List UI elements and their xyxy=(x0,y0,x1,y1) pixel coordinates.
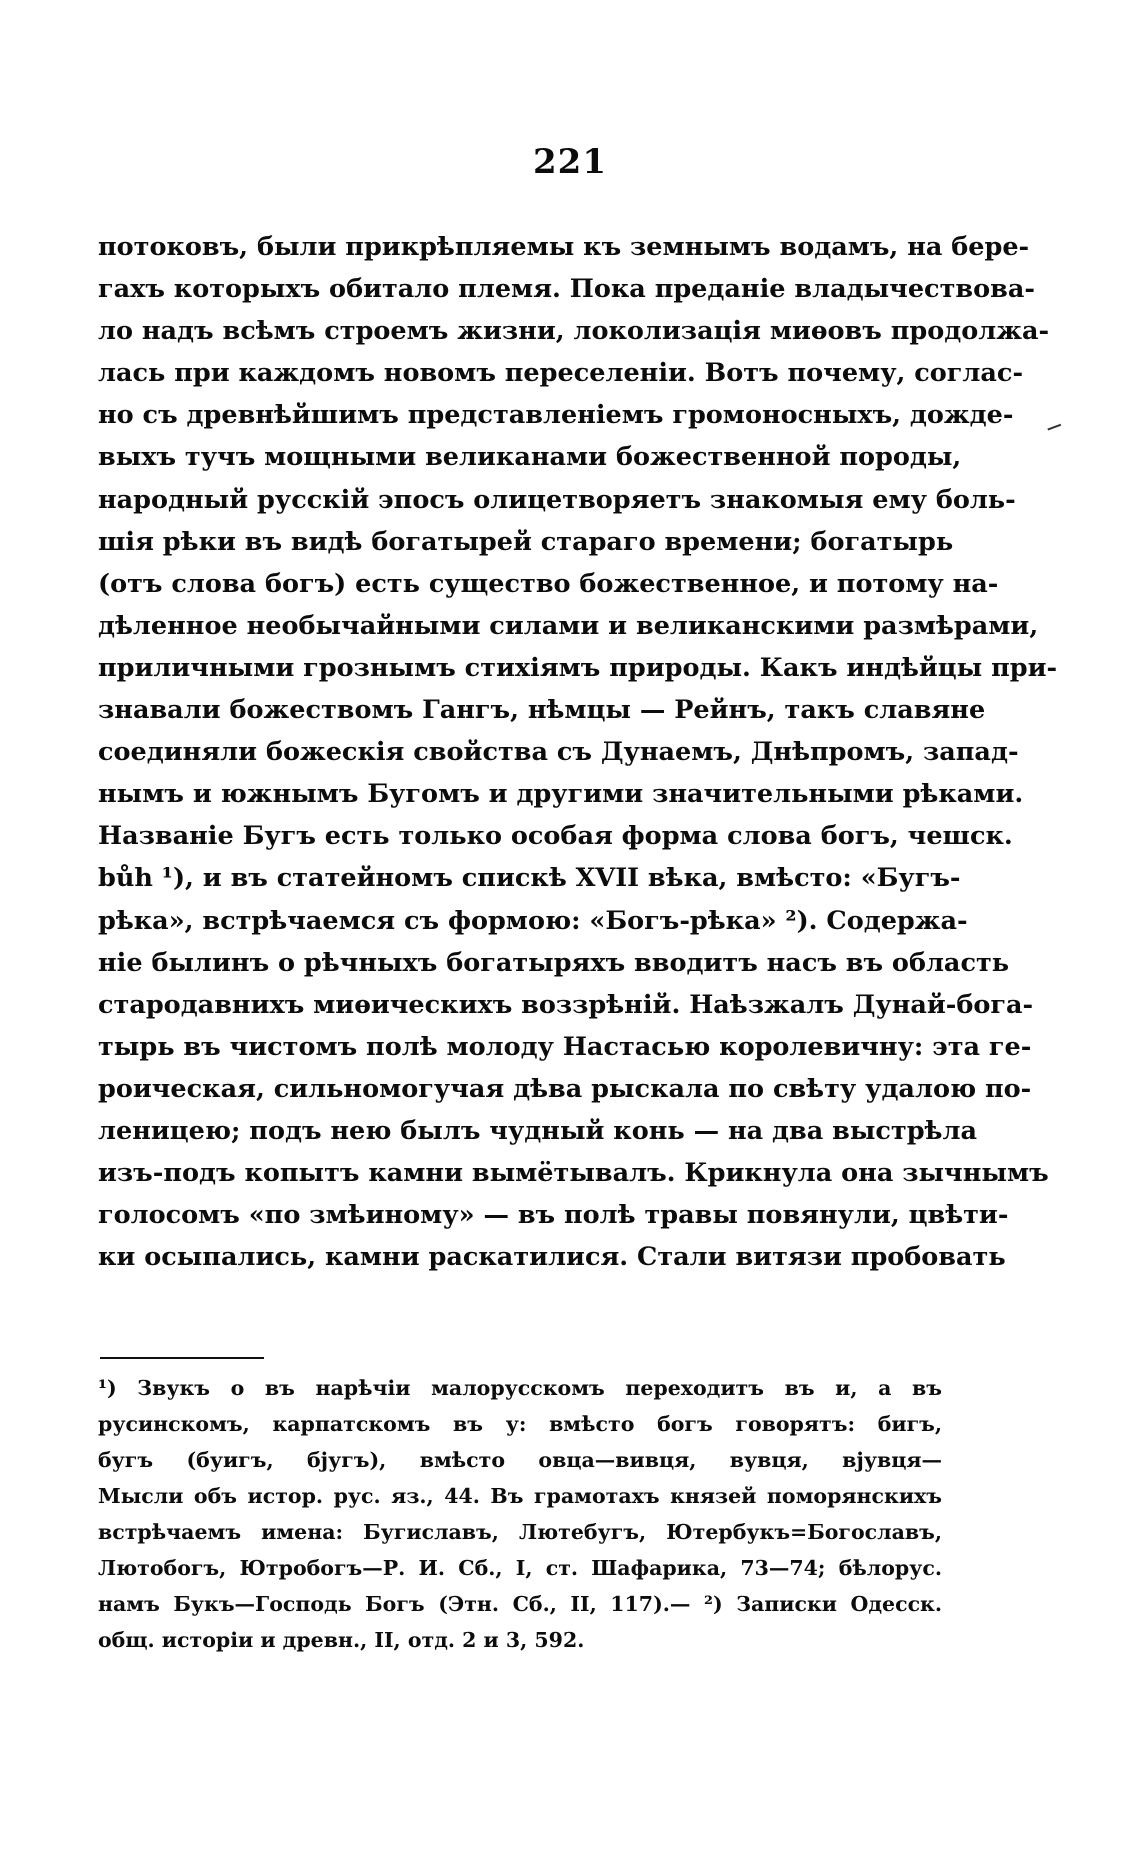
footnote-line: встрѣчаемъ имена: Бугиславъ, Лютебугъ, Ютербукъ=Богославъ, xyxy=(98,1520,942,1544)
text-line: выхъ тучъ мощными великанами божественной породы, xyxy=(98,442,962,473)
text-line: тырь въ чистомъ полѣ молоду Настасью королевичну: эта ге- xyxy=(98,1031,1032,1062)
text-line: шія рѣки въ видѣ богатырей стараго времени; богатырь xyxy=(98,526,954,557)
footnote-divider xyxy=(100,1357,264,1359)
text-line: изъ-подъ копытъ камни вымётывалъ. Крикнула она зычнымъ xyxy=(98,1158,1049,1189)
text-line: bůh ¹), и въ статейномъ спискѣ XVII вѣка, вмѣсто: «Бугъ- xyxy=(98,863,961,894)
text-line: соединяли божескія свойства съ Дунаемъ, Днѣпромъ, запад- xyxy=(98,737,1019,768)
text-line: ки осыпались, камни раскатилися. Стали витязи пробовать xyxy=(98,1242,1006,1273)
text-line: потоковъ, были прикрѣпляемы къ земнымъ водамъ, на бере- xyxy=(98,232,1030,262)
text-line: рѣка», встрѣчаемся съ формою: «Богъ-рѣка» ²). Содержа- xyxy=(98,905,968,936)
text-line: (отъ слова богъ) есть существо божественное, и потому на- xyxy=(98,568,999,599)
main-text xyxy=(98,226,1058,1278)
footnotes xyxy=(98,1370,942,1658)
text-line: голосомъ «по змѣиному» — въ полѣ травы повянули, цвѣти- xyxy=(98,1200,1009,1231)
text-line: роическая, сильномогучая дѣва рыскала по свѣту удалою по- xyxy=(98,1073,1032,1104)
text-line: приличными грознымъ стихіямъ природы. Какъ индѣйцы при- xyxy=(98,652,1058,683)
text-line: ло надъ всѣмъ строемъ жизни, локолизація миѳовъ продолжа- xyxy=(98,316,1050,347)
footnote-line: Лютобогъ, Ютробогъ—Р. И. Сб., I, ст. Шафарика, 73—74; бѣлорус. xyxy=(98,1556,942,1580)
footnote-line: намъ Букъ—Господь Богъ (Этн. Сб., II, 117).— ²) Записки Одесск. xyxy=(98,1592,942,1616)
text-line: народный русскій эпосъ олицетворяетъ знакомыя ему боль- xyxy=(98,484,1016,515)
text-line: лась при каждомъ новомъ переселеніи. Вотъ почему, соглас- xyxy=(98,358,1024,389)
text-line: дѣленное необычайными силами и великанскими размѣрами, xyxy=(98,610,1039,641)
footnote-line: русинскомъ, карпатскомъ въ у: вмѣсто богъ говорятъ: бигъ, xyxy=(98,1412,942,1436)
footnote-line: бугъ (буигъ, бјугъ), вмѣсто овца—вивця, вувця, вјувця— xyxy=(98,1448,942,1472)
text-line: гахъ которыхъ обитало племя. Пока преданіе владычествова- xyxy=(98,274,1035,305)
text-line: стародавнихъ миѳическихъ воззрѣній. Наѣзжалъ Дунай-бога- xyxy=(98,989,1034,1020)
footnote-line: ¹) Звукъ о въ нарѣчіи малорусскомъ переходитъ въ и, а въ xyxy=(98,1376,942,1400)
text-line: знавали божествомъ Гангъ, нѣмцы — Рейнъ, такъ славяне xyxy=(98,695,986,726)
page-number: 221 xyxy=(533,142,607,182)
text-line: но съ древнѣйшимъ представленіемъ громоносныхъ, дожде- xyxy=(98,400,1014,431)
text-line: ніе былинъ о рѣчныхъ богатыряхъ вводитъ насъ въ область xyxy=(98,947,1010,978)
footnote-line: Мысли объ истор. рус. яз., 44. Въ грамотахъ князей поморянскихъ xyxy=(98,1484,942,1508)
text-line: Названіе Бугъ есть только особая форма слова богъ, чешск. xyxy=(98,821,1013,852)
margin-mark xyxy=(1047,424,1062,434)
text-line: леницею; подъ нею былъ чудный конь — на два выстрѣла xyxy=(98,1115,977,1146)
footnote-line: общ. исторіи и древн., II, отд. 2 и 3, 592. xyxy=(98,1628,585,1652)
text-line: нымъ и южнымъ Бугомъ и другими значительными рѣками. xyxy=(98,779,1024,810)
